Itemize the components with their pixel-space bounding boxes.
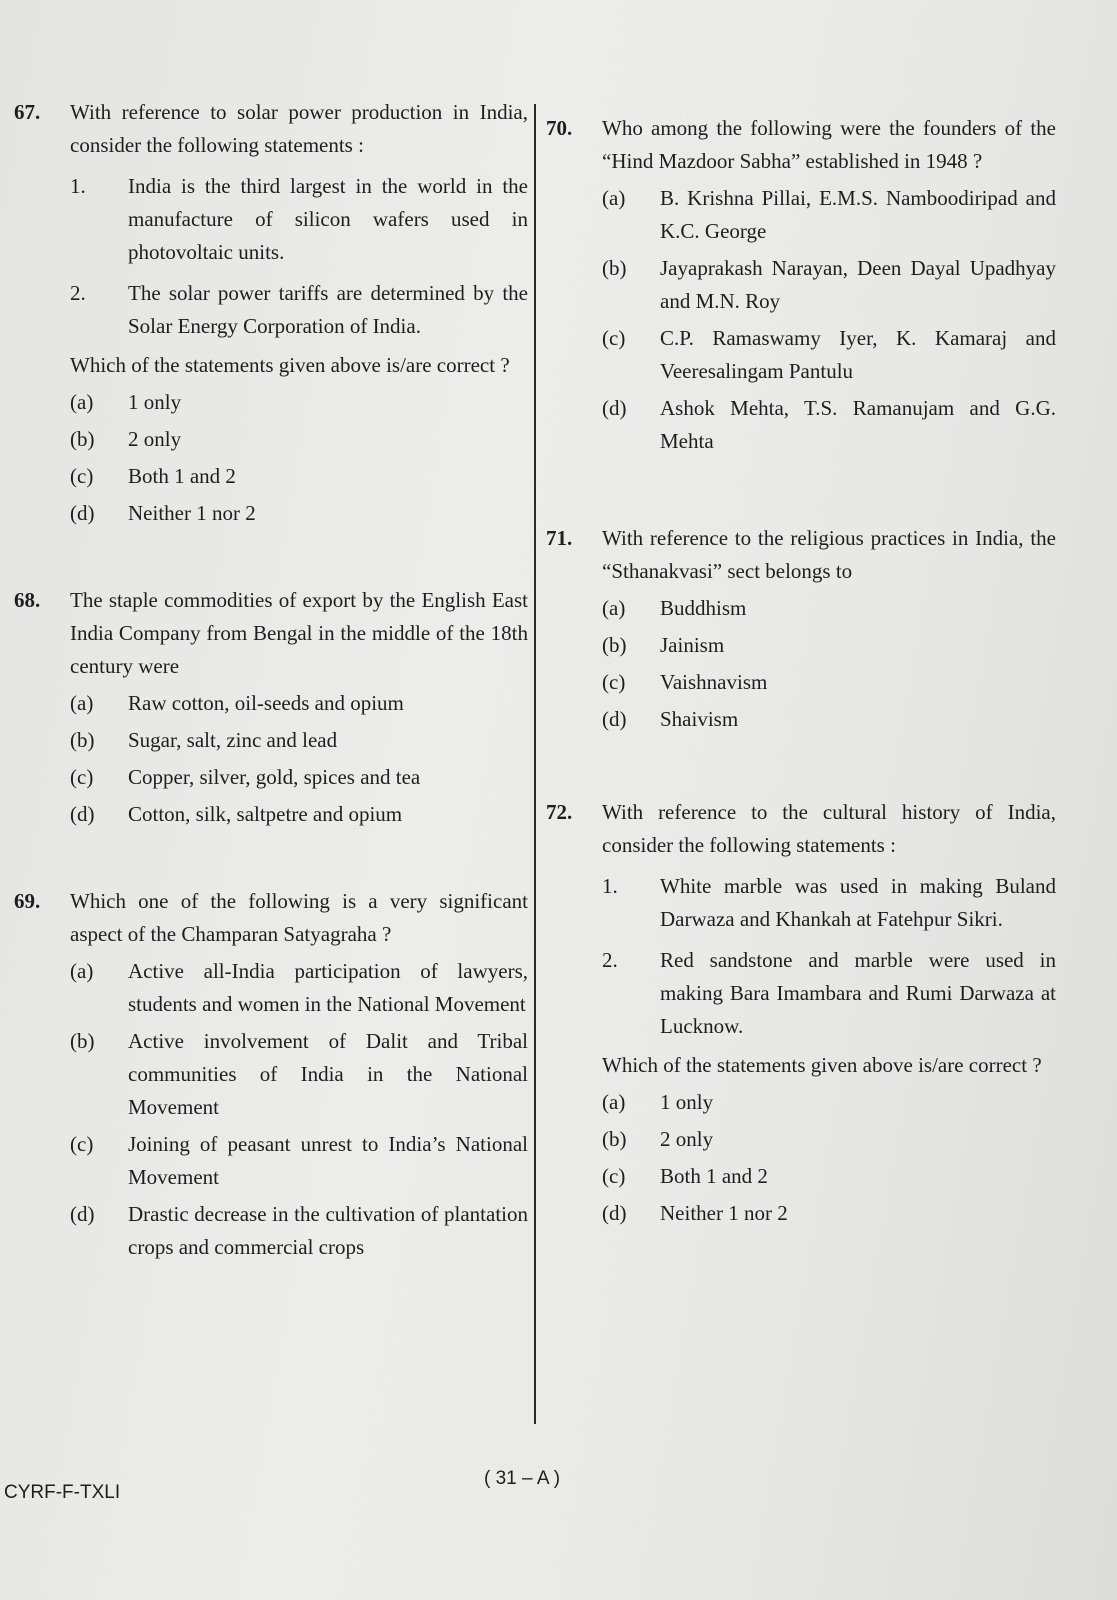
option-c[interactable] [70, 1128, 528, 1194]
question-prompt: Which of the statements given above is/are correct ? [602, 1053, 1042, 1077]
question-number: 68. [14, 588, 41, 612]
option-label: (d) [70, 501, 95, 525]
option-b[interactable] [70, 724, 528, 757]
option-a[interactable] [602, 1086, 1056, 1119]
left-column [14, 96, 528, 1294]
option-a[interactable] [70, 687, 528, 720]
option-text: Vaishnavism [660, 670, 768, 694]
option-label: (c) [70, 765, 94, 789]
option-text: Joining of peasant unrest to India’s National Movement [128, 1132, 528, 1189]
option-label: (a) [70, 959, 94, 983]
option-b[interactable] [70, 1025, 528, 1124]
option-label: (a) [602, 1090, 626, 1114]
option-b[interactable] [602, 252, 1056, 318]
option-text: Active involvement of Dalit and Tribal communities of India in the National Movement [128, 1029, 528, 1119]
option-d[interactable] [602, 1197, 1056, 1230]
question-text: Who among the following were the founders of the “Hind Mazdoor Sabha” established in 1948 ? [602, 116, 1056, 173]
option-c[interactable] [602, 1160, 1056, 1193]
right-column [546, 96, 1056, 1260]
option-label: (d) [602, 707, 627, 731]
option-c[interactable] [602, 322, 1056, 388]
option-label: (b) [70, 728, 95, 752]
question-number: 71. [546, 526, 573, 550]
option-text: 2 only [660, 1127, 714, 1151]
statement [602, 944, 1056, 1043]
option-d[interactable] [70, 1198, 528, 1264]
option-label: (c) [70, 464, 94, 488]
option-b[interactable] [70, 423, 528, 456]
option-label: (b) [602, 1127, 627, 1151]
option-text: Ashok Mehta, T.S. Ramanujam and G.G. Mehta [660, 396, 1056, 453]
option-label: (c) [70, 1132, 94, 1156]
option-text: C.P. Ramaswamy Iyer, K. Kamaraj and Veeresalingam Pantulu [660, 326, 1056, 383]
question-71 [546, 522, 1056, 736]
statement-text: India is the third largest in the world in the manufacture of silicon wafers used in photovoltaic units. [128, 174, 528, 264]
statement-number: 1. [602, 874, 618, 898]
option-text: Jayaprakash Narayan, Deen Dayal Upadhyay and M.N. Roy [660, 256, 1056, 313]
option-text: 2 only [128, 427, 182, 451]
page-number: ( 31 – A ) [484, 1468, 561, 1489]
question-67 [14, 96, 528, 530]
option-label: (d) [70, 1202, 95, 1226]
column-divider [534, 104, 536, 1424]
question-prompt: Which of the statements given above is/are correct ? [70, 353, 510, 377]
option-text: Both 1 and 2 [660, 1164, 768, 1188]
question-text: With reference to the cultural history of India, consider the following statements : [602, 800, 1056, 857]
option-a[interactable] [70, 386, 528, 419]
statement-text: White marble was used in making Buland Darwaza and Khankah at Fatehpur Sikri. [660, 874, 1056, 931]
option-text: Neither 1 nor 2 [660, 1201, 788, 1225]
option-label: (d) [70, 802, 95, 826]
option-label: (b) [602, 633, 627, 657]
question-text: Which one of the following is a very significant aspect of the Champaran Satyagraha ? [70, 889, 528, 946]
option-label: (b) [70, 427, 95, 451]
option-label: (a) [602, 596, 626, 620]
option-text: Both 1 and 2 [128, 464, 236, 488]
option-c[interactable] [602, 666, 1056, 699]
option-label: (a) [70, 691, 94, 715]
option-label: (b) [602, 256, 627, 280]
option-c[interactable] [70, 460, 528, 493]
statement-number: 2. [602, 948, 618, 972]
option-label: (d) [602, 396, 627, 420]
option-text: Cotton, silk, saltpetre and opium [128, 802, 403, 826]
question-text: With reference to the religious practices in India, the “Sthanakvasi” sect belongs to [602, 526, 1056, 583]
option-label: (c) [602, 1164, 626, 1188]
option-label: (a) [602, 186, 626, 210]
option-a[interactable] [70, 955, 528, 1021]
booklet-code: CYRF-F-TXLI [4, 1482, 121, 1503]
option-text: Sugar, salt, zinc and lead [128, 728, 338, 752]
option-a[interactable] [602, 592, 1056, 625]
option-text: Raw cotton, oil-seeds and opium [128, 691, 404, 715]
statement [70, 277, 528, 343]
option-label: (b) [70, 1029, 95, 1053]
option-label: (a) [70, 390, 94, 414]
option-b[interactable] [602, 629, 1056, 662]
option-c[interactable] [70, 761, 528, 794]
option-d[interactable] [602, 392, 1056, 458]
question-number: 67. [14, 100, 41, 124]
question-72 [546, 796, 1056, 1230]
option-text: Jainism [660, 633, 725, 657]
option-text: Copper, silver, gold, spices and tea [128, 765, 421, 789]
option-text: Neither 1 nor 2 [128, 501, 256, 525]
option-text: Shaivism [660, 707, 739, 731]
option-d[interactable] [70, 798, 528, 831]
option-text: Drastic decrease in the cultivation of plantation crops and commercial crops [128, 1202, 528, 1259]
question-68 [14, 584, 528, 831]
question-text: With reference to solar power production in India, consider the following statements : [70, 100, 528, 157]
question-number: 72. [546, 800, 573, 824]
option-d[interactable] [602, 703, 1056, 736]
option-text: 1 only [128, 390, 182, 414]
option-d[interactable] [70, 497, 528, 530]
statement [602, 870, 1056, 936]
option-label: (d) [602, 1201, 627, 1225]
option-a[interactable] [602, 182, 1056, 248]
statement-text: The solar power tariffs are determined by the Solar Energy Corporation of India. [128, 281, 528, 338]
statement [70, 170, 528, 269]
question-70 [546, 112, 1056, 458]
option-label: (c) [602, 670, 626, 694]
option-text: B. Krishna Pillai, E.M.S. Namboodiripad and K.C. George [660, 186, 1056, 243]
option-label: (c) [602, 326, 626, 350]
question-number: 70. [546, 116, 573, 140]
option-text: Buddhism [660, 596, 747, 620]
option-b[interactable] [602, 1123, 1056, 1156]
question-number: 69. [14, 889, 41, 913]
statement-number: 1. [70, 174, 86, 198]
question-text: The staple commodities of export by the English East India Company from Bengal in the middle of the 18th century were [70, 588, 528, 678]
statement-number: 2. [70, 281, 86, 305]
question-69 [14, 885, 528, 1264]
option-text: Active all-India participation of lawyers, students and women in the National Movement [128, 959, 528, 1016]
statement-text: Red sandstone and marble were used in making Bara Imambara and Rumi Darwaza at Lucknow. [660, 948, 1056, 1038]
option-text: 1 only [660, 1090, 714, 1114]
